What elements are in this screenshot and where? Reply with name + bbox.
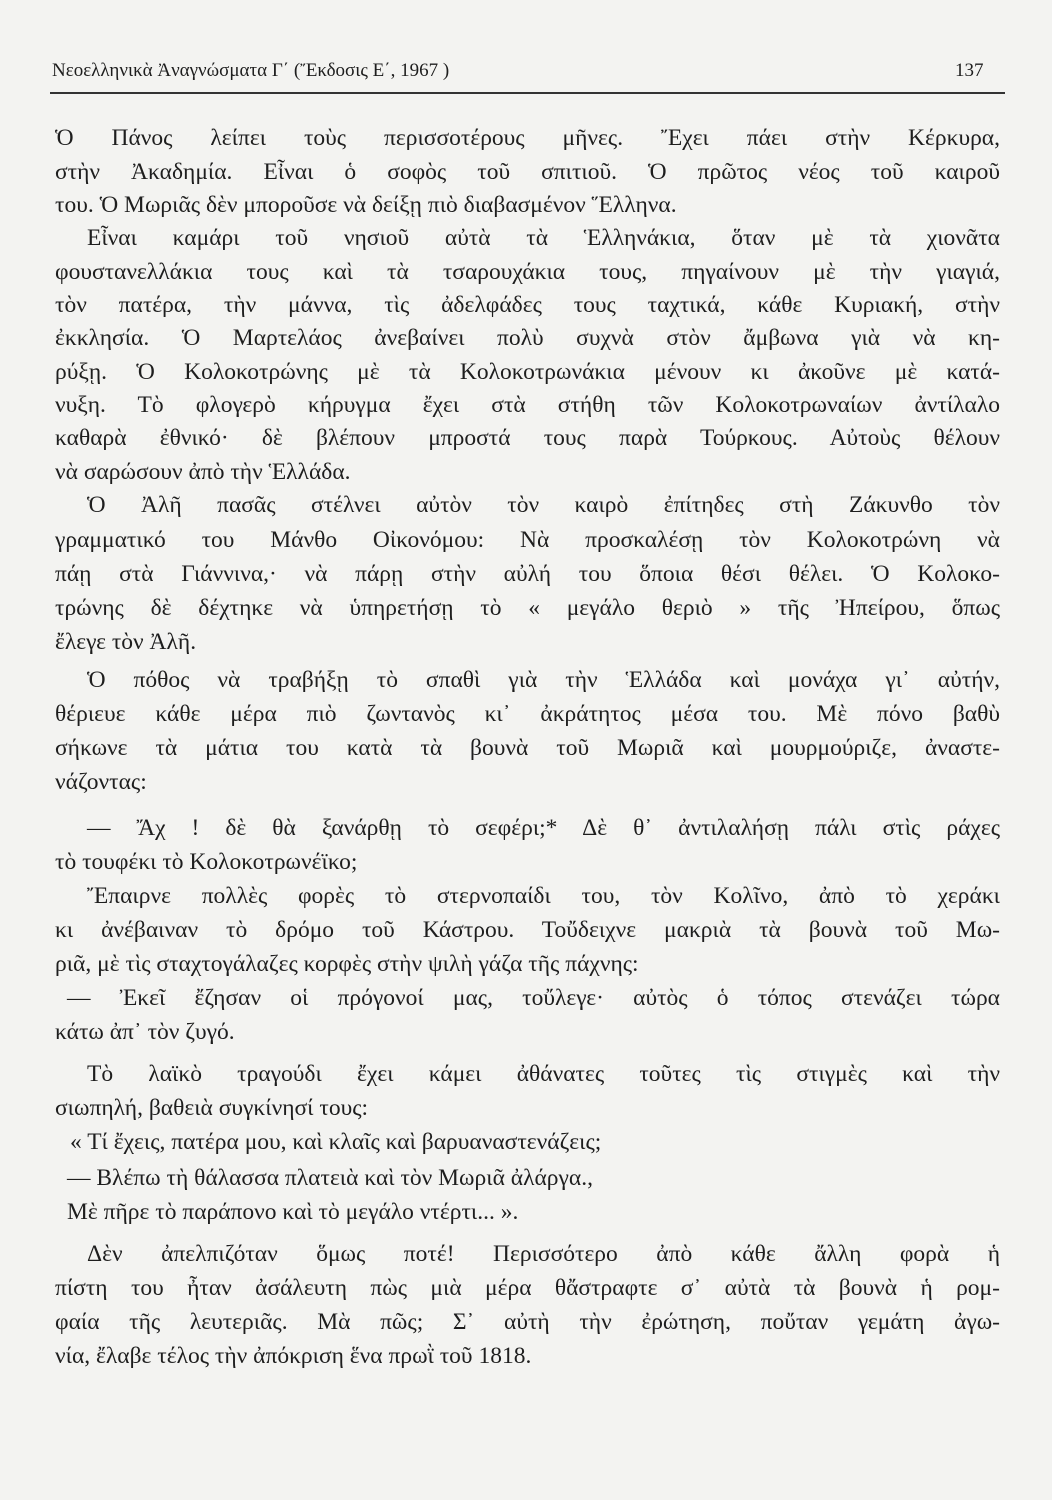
text-line: « Τί ἔχεις, πατέρα μου, καὶ κλαῖς καὶ βαρυαναστενάζεις; — [70, 1129, 602, 1155]
text-line: τὸ τουφέκι τὸ Κολοκοτρωνέϊκο; — [55, 849, 358, 875]
text-line: κι ἀνέβαιναν τὸ δρόμο τοῦ Κάστρου. Τοὔδειχνε μακριὰ τὰ βουνὰ τοῦ Μω- — [55, 917, 1000, 943]
text-line: θέριευε κάθε μέρα πιὸ ζωντανὸς κι᾿ ἀκράτητος μέσα του. Μὲ πόνο βαθὺ — [55, 701, 1000, 727]
text-line: Δὲν ἀπελπιζόταν ὅμως ποτέ! Περισσότερο ἀπὸ κάθε ἄλλη φορὰ ἡ — [87, 1241, 1000, 1267]
text-line: ἔλεγε τὸν Ἀλῆ. — [55, 629, 197, 655]
text-line: του. Ὁ Μωριᾶς δὲν μποροῦσε νὰ δείξῃ πιὸ διαβασμένον Ἕλληνα. — [55, 192, 677, 218]
text-line: Εἶναι καμάρι τοῦ νησιοῦ αὐτὰ τὰ Ἑλληνάκια, ὅταν μὲ τὰ χιονᾶτα — [87, 225, 1000, 251]
text-line: — Ἄχ ! δὲ θὰ ξανάρθῃ τὸ σεφέρι;* Δὲ θ᾿ ἀντιλαλήσῃ πάλι στὶς ράχες — [87, 815, 1000, 841]
text-line: τρώνης δὲ δέχτηκε νὰ ὑπηρετήσῃ τὸ « μεγάλο θεριὸ » τῆς Ἠπείρου, ὅπως — [55, 595, 1000, 621]
text-line: Ὁ Πάνος λείπει τοὺς περισσοτέρους μῆνες. Ἔχει πάει στὴν Κέρκυρα, — [55, 125, 1000, 151]
header-title: Νεοελληνικὰ Ἀναγνώσματα Γ΄ (Ἔκδοσις Ε΄, 1967 ) — [52, 60, 450, 81]
text-line: — Ἐκεῖ ἔζησαν οἱ πρόγονοί μας, τοὔλεγε· αὐτὸς ὁ τόπος στενάζει τώρα — [67, 985, 1000, 1011]
text-line: Ἔπαιρνε πολλὲς φορὲς τὸ στερνοπαίδι του, τὸν Κολῖνο, ἀπὸ τὸ χεράκι — [87, 883, 1000, 909]
text-line: Ὁ πόθος νὰ τραβήξῃ τὸ σπαθὶ γιὰ τὴν Ἑλλάδα καὶ μονάχα γι᾿ αὐτήν, — [87, 667, 1000, 693]
page-number: 137 — [955, 60, 984, 81]
text-line: γραμματικό του Μάνθο Οἰκονόμου: Νὰ προσκαλέσῃ τὸν Κολοκοτρώνη νὰ — [55, 527, 1000, 553]
text-line: Τὸ λαϊκὸ τραγούδι ἔχει κάμει ἀθάνατες τοῦτες τὶς στιγμὲς καὶ τὴν — [87, 1061, 1000, 1087]
text-line: σήκωνε τὰ μάτια του κατὰ τὰ βουνὰ τοῦ Μωριᾶ καὶ μουρμούριζε, ἀναστε- — [55, 735, 1000, 761]
header-rule — [50, 92, 1005, 94]
text-line: ριᾶ, μὲ τὶς σταχτογάλαζες κορφὲς στὴν ψιλὴ γάζα τῆς πάχνης: — [55, 951, 639, 977]
text-line: κάτω ἀπ᾿ τὸν ζυγό. — [55, 1019, 235, 1045]
text-line: Μὲ πῆρε τὸ παράπονο καὶ τὸ μεγάλο ντέρτι... ». — [67, 1199, 519, 1225]
text-line: πίστη του ἦταν ἀσάλευτη πὼς μιὰ μέρα θἄστραφτε σ᾿ αὐτὰ τὰ βουνὰ ἡ ρομ- — [55, 1275, 1000, 1301]
text-line: ἐκκλησία. Ὁ Μαρτελάος ἀνεβαίνει πολὺ συχνὰ στὸν ἄμβωνα γιὰ νὰ κη- — [55, 325, 1000, 351]
text-line: καθαρὰ ἐθνικό· δὲ βλέπουν μπροστά τους παρὰ Τούρκους. Αὐτοὺς θέλουν — [55, 425, 1000, 451]
text-line: τὸν πατέρα, τὴν μάννα, τὶς ἀδελφάδες τους ταχτικά, κάθε Κυριακή, στὴν — [55, 292, 1000, 318]
text-line: στὴν Ἀκαδημία. Εἶναι ὁ σοφὸς τοῦ σπιτιοῦ. Ὁ πρῶτος νέος τοῦ καιροῦ — [55, 159, 1000, 185]
text-line: νυξη. Τὸ φλογερὸ κήρυγμα ἔχει στὰ στήθη τῶν Κολοκοτρωναίων ἀντίλαλο — [55, 392, 1000, 418]
text-line: πάῃ στὰ Γιάννινα,· νὰ πάρῃ στὴν αὐλή του ὅποια θέσι θέλει. Ὁ Κολοκο- — [55, 561, 1000, 587]
text-line: ρύξῃ. Ὁ Κολοκοτρώνης μὲ τὰ Κολοκοτρωνάκια μένουν κι ἀκοῦνε μὲ κατά- — [55, 359, 1000, 385]
text-line: — Βλέπω τὴ θάλασσα πλατειὰ καὶ τὸν Μωριᾶ ἀλάργα., — [67, 1165, 593, 1191]
text-line: νὰ σαρώσουν ἀπὸ τὴν Ἑλλάδα. — [55, 459, 351, 485]
text-line: σιωπηλή, βαθειὰ συγκίνησί τους: — [55, 1095, 369, 1121]
text-line: φουστανελλάκια τους καὶ τὰ τσαρουχάκια τους, πηγαίνουν μὲ τὴν γιαγιά, — [55, 259, 1000, 285]
text-line: Ὁ Ἀλῆ πασᾶς στέλνει αὐτὸν τὸν καιρὸ ἐπίτηδες στὴ Ζάκυνθο τὸν — [87, 492, 1000, 518]
text-line: νάζοντας: — [55, 769, 147, 795]
text-line: φαία τῆς λευτεριᾶς. Μὰ πῶς; Σ᾿ αὐτὴ τὴν ἐρώτηση, ποὔταν γεμάτη ἀγω- — [55, 1309, 1000, 1335]
text-line: νία, ἔλαβε τέλος τὴν ἀπόκριση ἕνα πρωῒ τοῦ 1818. — [55, 1343, 532, 1369]
